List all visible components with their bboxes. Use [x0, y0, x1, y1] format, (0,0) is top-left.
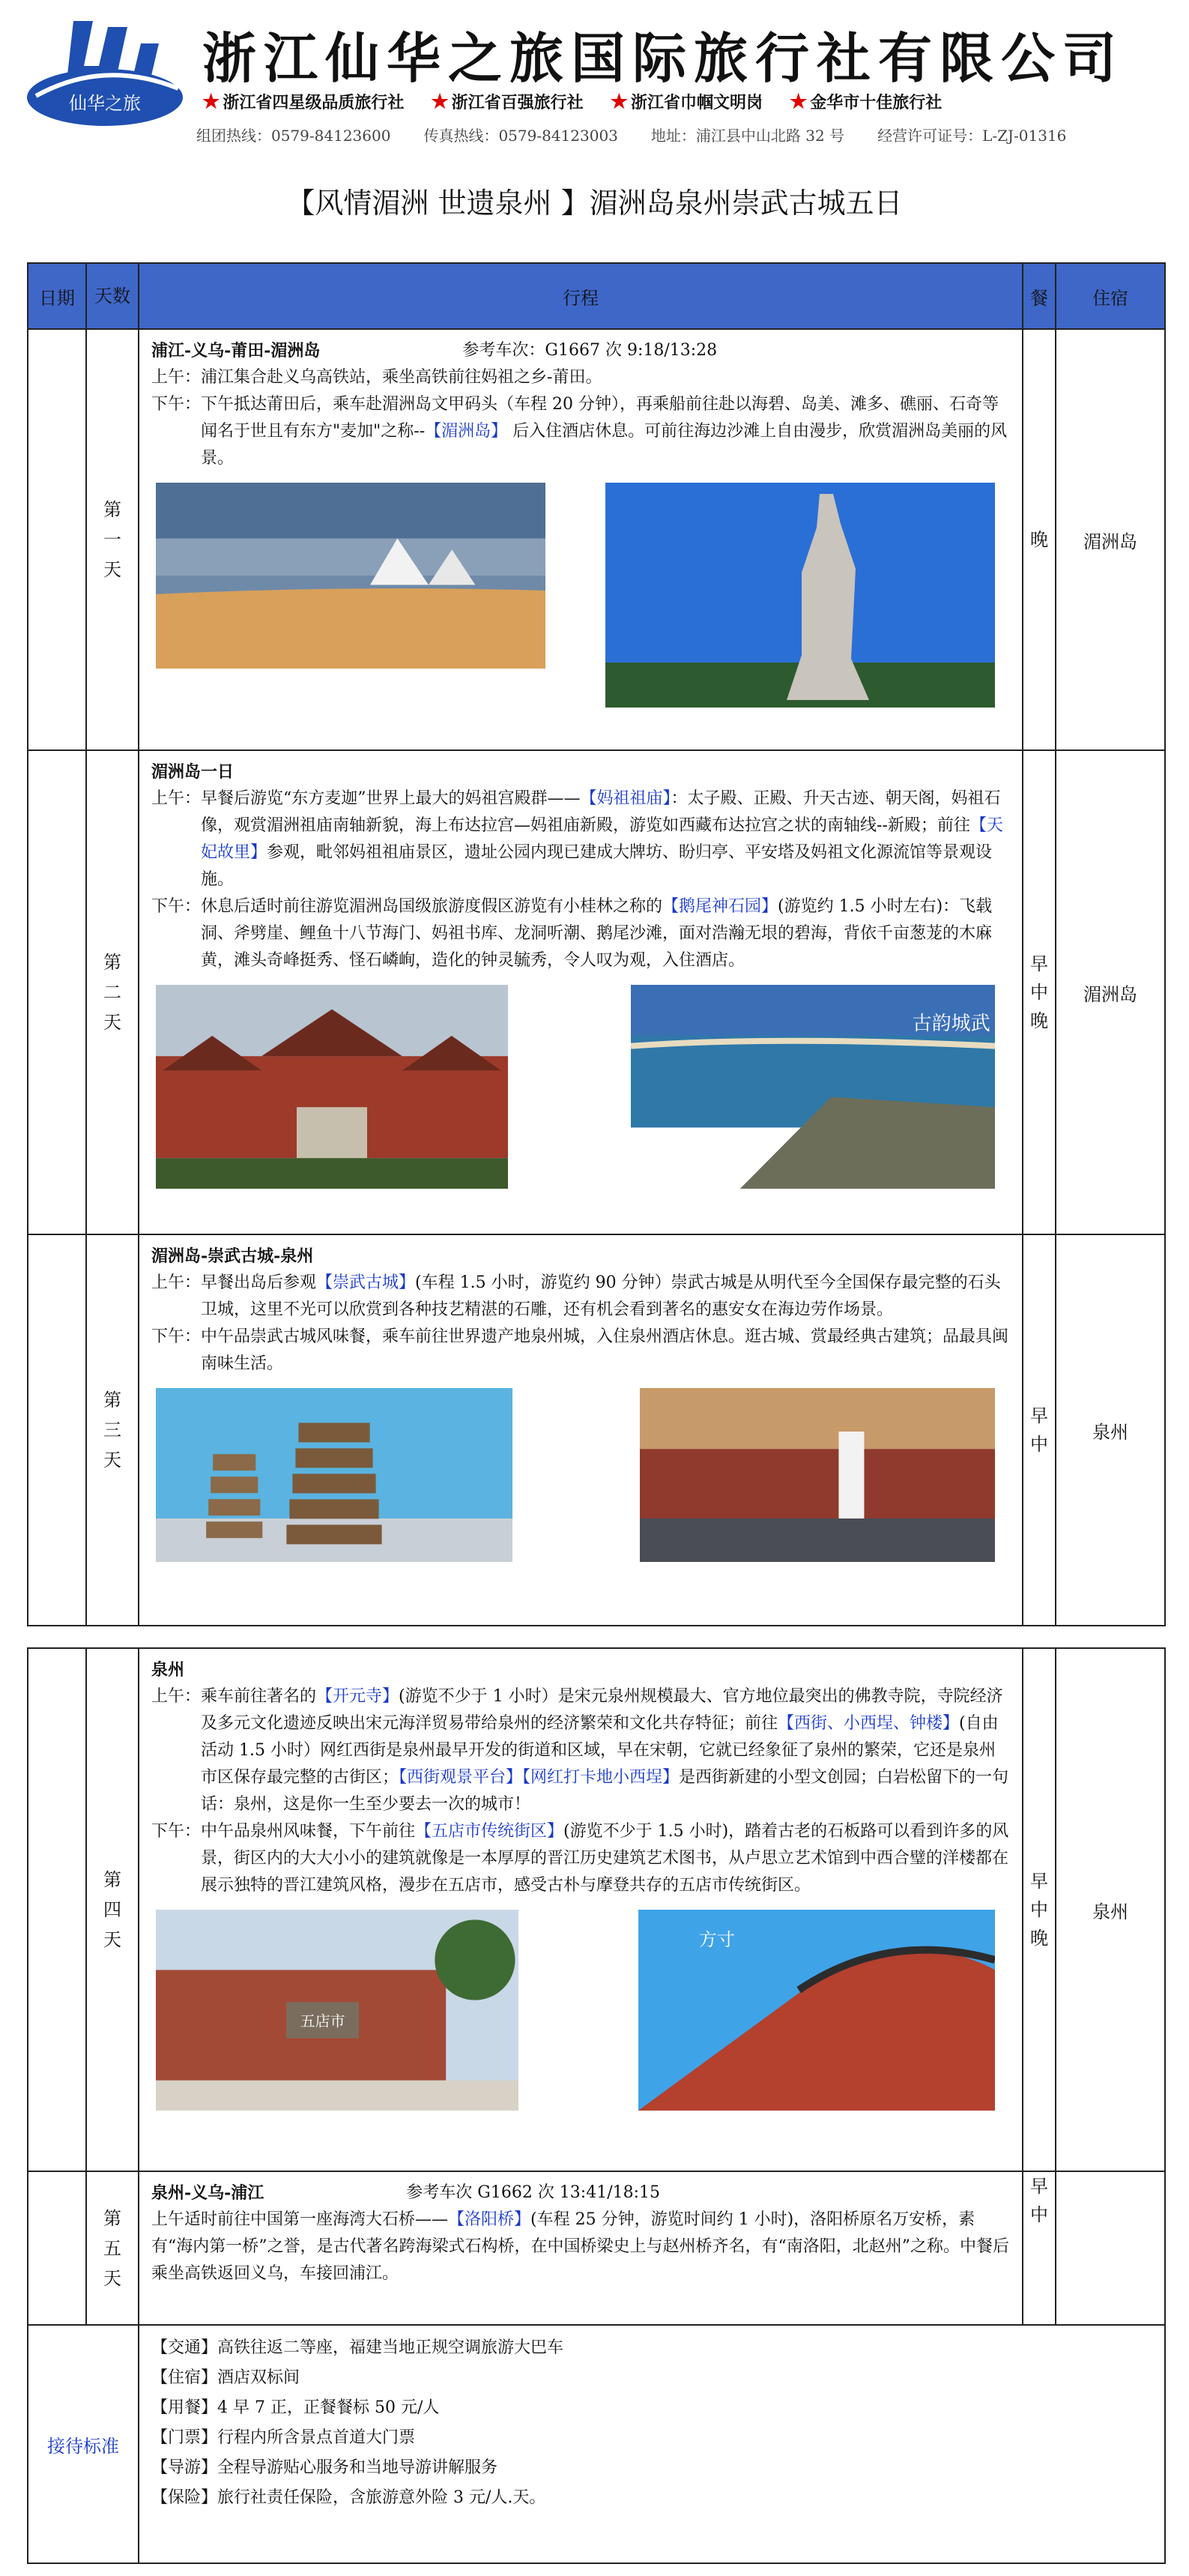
plan-paragraph — [151, 1324, 1010, 1378]
pagoda-photo — [156, 1388, 512, 1562]
standards-label: 接待标准 — [28, 2325, 139, 2563]
trip-title: 【风情湄洲 世遗泉州 】湄洲岛泉州崇武古城五日 — [286, 187, 903, 220]
plan-cell — [139, 1648, 1023, 2171]
plan-text — [201, 391, 1010, 472]
plan-paragraph — [151, 364, 1010, 391]
period-label: 上午： — [151, 789, 202, 808]
route-line — [151, 1656, 1010, 1683]
street-photo — [640, 1388, 995, 1562]
plan-cell — [139, 750, 1023, 1234]
text-segment: (游览约 1.5 小时左右)：飞载洞、斧劈崖、鲤鱼十八节海门、妈祖书库、龙洞听潮、鹅尾沙滩，面对浩瀚无垠的碧海，背依千亩葱茏的木麻黄，滩头奇峰挺秀、怪石嶙峋，造化的钟灵毓秀，令人叹为观，入住酒店。 — [201, 897, 993, 970]
day-label-char: 一 — [103, 529, 121, 550]
honor-item: ★ 浙江省四星级品质旅行社 — [202, 91, 405, 113]
meal-cell — [1023, 2171, 1056, 2325]
text-segment: ：太子殿、正殿、升天古迹、朝天阁，妈祖石像，观赏湄洲祖庙南轴新貌，海上布达拉宫—妈祖庙新殿，游览如西藏布达拉宫之状的南轴线--新殿；前往 — [201, 789, 1001, 835]
plan-paragraph — [151, 1683, 1010, 1818]
attraction-name: 【鹅尾神石园】 — [662, 897, 778, 916]
day-row — [28, 2171, 1165, 2325]
meal-cell — [1023, 750, 1056, 1234]
standards-list — [139, 2325, 1165, 2563]
header-stay: 住宿 — [1056, 263, 1165, 329]
meal-item: 中 — [1030, 982, 1048, 1003]
day-label-cell — [86, 2171, 139, 2325]
day-label-cell — [86, 329, 139, 750]
header-days: 天数 — [86, 263, 139, 329]
meal-item: 晚 — [1030, 1010, 1048, 1031]
day-label-char: 第 — [103, 499, 121, 520]
plan-text — [201, 1324, 1010, 1378]
plan-paragraph — [151, 1818, 1010, 1899]
photo-frame — [156, 483, 545, 717]
star-icon: ★ — [202, 91, 220, 113]
stay-cell: 湄洲岛 — [1056, 750, 1165, 1234]
stay-cell: 泉州 — [1056, 1648, 1165, 2171]
photo-row — [151, 483, 1010, 717]
plan-cell — [139, 2171, 1023, 2325]
day-label-char: 天 — [103, 559, 121, 580]
meal-cell — [1023, 1648, 1056, 2171]
plan-paragraph — [151, 893, 1010, 974]
date-cell — [28, 1234, 86, 1626]
contact-item: 地址：浦江县中山北路 32 号 — [650, 127, 845, 145]
train-info: 参考车次 G1662 次 13:41/18:15 — [406, 2183, 661, 2202]
photo-frame — [156, 1910, 518, 2120]
meal-item: 晚 — [1030, 529, 1048, 550]
star-icon: ★ — [789, 91, 808, 113]
date-cell — [28, 750, 86, 1234]
contact-item: 组团热线：0579-84123600 — [196, 127, 391, 145]
photo-row — [151, 1910, 1010, 2120]
day-label-char: 第 — [103, 1869, 121, 1890]
day-row — [28, 1234, 1165, 1626]
day-label-char: 天 — [103, 1450, 121, 1471]
period-label: 下午： — [151, 1327, 202, 1346]
logo-text: 仙华之旅 — [69, 93, 141, 114]
photo-row — [151, 1388, 1010, 1571]
photo-row — [151, 985, 1010, 1198]
route-name: 湄洲岛一日 — [151, 762, 235, 782]
text-segment: (自由活动 1.5 小时）网红西街是泉州最早开发的街道和区域，早在宋朝，它就已经象征了泉州的繁荣，它还是泉州市区保存最完整的古街区； — [201, 1714, 999, 1787]
photo-frame — [156, 985, 508, 1198]
route-line — [151, 2180, 1010, 2207]
attraction-name: 【崇武古城】 — [316, 1273, 416, 1292]
plan-text — [201, 1683, 1010, 1818]
date-cell — [28, 1648, 86, 2171]
day-label-cell — [86, 1648, 139, 2171]
header-plan: 行程 — [139, 263, 1023, 329]
attraction-name: 【洛阳桥】 — [448, 2210, 531, 2229]
period-label: 上午： — [151, 1687, 202, 1706]
text-segment: (车程 25 分钟，游览时间约 1 小时)，洛阳桥原名万安桥，素有“海内第一桥”之誉，是古代著名跨海梁式石构桥，在中国桥梁史上与赵州桥齐名，有“南洛阳，北赵州”之称。中餐后乘坐高铁返回义乌，车接回浦江。 — [151, 2210, 1009, 2283]
route-name: 浦江-义乌-莆田-湄洲岛 — [151, 341, 321, 361]
company-logo — [21, 13, 186, 133]
photo-caption: 方寸 — [698, 1929, 735, 1951]
standard-item: 【交通】高铁往返二等座，福建当地正规空调旅游大巴车 — [151, 2338, 564, 2357]
text-segment: 浦江集合赴义乌高铁站，乘坐高铁前往妈祖之乡-莆田。 — [201, 368, 602, 387]
wall-photo — [156, 1910, 518, 2111]
meal-item: 早 — [1030, 2176, 1048, 2197]
attraction-name: 【西街、小西埕、钟楼】 — [778, 1714, 960, 1733]
date-cell — [28, 329, 86, 750]
standard-item: 【导游】全程导游贴心服务和当地导游讲解服务 — [151, 2458, 498, 2477]
page-gap-row — [28, 1626, 1165, 1648]
meal-item: 中 — [1030, 1434, 1048, 1455]
honor-item: ★ 浙江省百强旅行社 — [431, 91, 584, 113]
meal-item: 中 — [1030, 1899, 1048, 1920]
date-cell — [28, 2171, 86, 2325]
day-label-char: 五 — [103, 2237, 121, 2259]
day-label-char: 三 — [103, 1420, 121, 1441]
stay-cell: 湄洲岛 — [1056, 329, 1165, 750]
text-segment: 中午品泉州风味餐，下午前往 — [201, 1822, 416, 1841]
itinerary-table — [27, 262, 1166, 2564]
text-segment: (游览不少于 1.5 小时)，踏着古老的石板路可以看到许多的风景，街区内的大大小小的建筑就像是一本厚厚的晋江历史建筑艺术图书，从卢思立艺术馆到中西合璧的洋楼都在展示独特的晋江建筑风格，漫步在五店市，感受古朴与摩登共存的五店市传统街区。 — [201, 1822, 1009, 1895]
star-icon: ★ — [610, 91, 628, 113]
period-label: 上午： — [151, 368, 202, 387]
standard-item: 【用餐】4 早 7 正，正餐餐标 50 元/人 — [151, 2398, 440, 2417]
text-segment: 上午适时前往中国第一座海湾大石桥—— — [151, 2210, 449, 2229]
photo-caption: 五店市 — [300, 2012, 345, 2030]
text-segment: 下午抵达莆田后，乘车赴湄洲岛文甲码头（车程 20 分钟），再乘船前往赴以海碧、岛美、滩多、礁丽、石奇等闻名于世且有东方"麦加"之称-- — [201, 395, 999, 441]
standards-row — [28, 2325, 1165, 2563]
text-segment: 休息后适时前往游览湄洲岛国级旅游度假区游览有小桂林之称的 — [201, 897, 663, 916]
photo-frame — [631, 985, 995, 1198]
meal-cell — [1023, 1234, 1056, 1626]
honor-item: ★ 浙江省巾帼文明岗 — [610, 91, 763, 113]
plan-text — [201, 1270, 1010, 1324]
plan-text — [201, 1818, 1010, 1899]
photo-caption: 古韵城武 — [912, 1012, 990, 1035]
text-segment: (游览不少于 1 小时）是宋元泉州规模最大、官方地位最突出的佛教寺院，寺院经济及多元文化遗迹反映出宋元海洋贸易带给泉州的经济繁荣和文化共存特征；前往 — [201, 1687, 1003, 1733]
temple-photo — [156, 985, 508, 1189]
plan-text — [201, 893, 1010, 974]
meal-item: 早 — [1030, 1871, 1048, 1892]
roof-photo — [638, 1910, 995, 2111]
standard-item: 【门票】行程内所含景点首道大门票 — [151, 2428, 416, 2447]
attraction-name: 【西街观景平台】【网红打卡地小西埕】 — [399, 1768, 680, 1787]
day-label-cell — [86, 750, 139, 1234]
table-header-row — [28, 263, 1165, 329]
attraction-name: 【五店市传统街区】 — [415, 1822, 564, 1841]
text-segment: 早餐出岛后参观 — [201, 1273, 317, 1292]
plan-paragraph — [151, 1270, 1010, 1324]
company-name: 浙江仙华之旅国际旅行社有限公司 — [202, 26, 1125, 90]
plan-cell — [139, 1234, 1023, 1626]
attraction-name: 【湄洲岛】 — [425, 422, 508, 441]
plan-cell — [139, 329, 1023, 750]
day-label-char: 第 — [103, 1390, 121, 1411]
plan-text — [151, 2207, 1010, 2287]
day-label-char: 天 — [103, 1012, 121, 1033]
route-line — [151, 758, 1010, 785]
day-label-char: 第 — [103, 952, 121, 973]
honors-row — [202, 90, 942, 113]
letterhead — [0, 0, 1189, 161]
plan-paragraph — [151, 391, 1010, 472]
photo-frame — [156, 1388, 512, 1571]
day-label-char: 四 — [103, 1899, 121, 1920]
text-segment: 中午品崇武古城风味餐，乘车前往世界遗产地泉州城，入住泉州酒店休息。逛古城、赏最经典古建筑；品最具闽南味生活。 — [201, 1327, 1009, 1373]
honor-item: ★ 金华市十佳旅行社 — [789, 91, 943, 113]
stay-cell — [1056, 2171, 1165, 2325]
day-label-char: 第 — [103, 2207, 121, 2229]
day-row — [28, 1648, 1165, 2171]
header-meal: 餐 — [1023, 263, 1056, 329]
contact-row — [196, 124, 1066, 145]
plan-text — [201, 785, 1010, 893]
text-segment: (车程 1.5 小时，游览约 90 分钟）崇武古城是从明代至今全国保存最完整的石头卫城，这里不光可以欣赏到各种技艺精湛的石雕，还有机会看到著名的惠安女在海边劳作场景。 — [201, 1273, 1001, 1319]
star-icon: ★ — [431, 91, 449, 113]
photo-frame — [640, 1388, 995, 1571]
period-label: 下午： — [151, 395, 202, 414]
beach-photo — [156, 483, 545, 669]
train-info: 参考车次：G1667 次 9:18/13:28 — [462, 341, 718, 360]
day-label-cell — [86, 1234, 139, 1626]
meal-item: 中 — [1030, 2204, 1048, 2225]
contact-item: 传真热线：0579-84123003 — [423, 127, 618, 145]
period-label: 下午： — [151, 897, 202, 916]
meal-cell — [1023, 329, 1056, 750]
plan-paragraph — [151, 2207, 1010, 2287]
text-segment: 早餐后游览“东方麦迦”世界上最大的妈祖宫殿群—— — [201, 789, 581, 808]
statue-photo — [605, 483, 995, 708]
standard-item: 【住宿】酒店双标间 — [151, 2368, 300, 2387]
day-row — [28, 329, 1165, 750]
attraction-name: 【开元寺】 — [316, 1687, 399, 1706]
text-segment: 是西街新建的小型文创园；白岩松留下的一句话：泉州，这是你一生至少要去一次的城市！ — [201, 1768, 1009, 1814]
day-label-char: 天 — [103, 2267, 121, 2289]
period-label: 上午： — [151, 1273, 202, 1292]
plan-text — [201, 364, 1010, 391]
period-label: 下午： — [151, 1822, 202, 1841]
route-name: 泉州 — [151, 1660, 185, 1680]
attraction-name: 【妈祖祖庙】 — [580, 789, 671, 808]
text-segment: 参观，毗邻妈祖祖庙景区，遗址公园内现已建成大牌坊、盼归亭、平安塔及妈祖文化源流馆等景观设施。 — [201, 843, 993, 889]
route-name: 湄洲岛-崇武古城-泉州 — [151, 1246, 314, 1266]
day-label-char: 二 — [103, 982, 121, 1003]
plan-paragraph — [151, 785, 1010, 893]
header-date: 日期 — [28, 263, 86, 329]
coast-photo — [631, 985, 995, 1189]
meal-item: 早 — [1030, 1405, 1048, 1426]
route-name: 泉州-义乌-浦江 — [151, 2183, 264, 2203]
standard-item: 【保险】旅行社责任保险，含旅游意外险 3 元/人.天。 — [151, 2488, 546, 2507]
day-label-char: 天 — [103, 1929, 121, 1950]
text-segment: 乘车前往著名的 — [201, 1687, 317, 1706]
day-row — [28, 750, 1165, 1234]
meal-item: 早 — [1030, 953, 1048, 974]
route-line — [151, 337, 1010, 364]
stay-cell: 泉州 — [1056, 1234, 1165, 1626]
page-gap — [28, 1626, 1165, 1648]
photo-frame — [638, 1910, 995, 2120]
contact-item: 经营许可证号：L-ZJ-01316 — [877, 127, 1067, 145]
photo-frame — [605, 483, 995, 717]
attraction-name: 【天妃故里】 — [201, 816, 1003, 862]
meal-item: 晚 — [1030, 1928, 1048, 1949]
text-segment: 后入住酒店休息。可前往海边沙滩上自由漫步，欣赏湄洲岛美丽的风景。 — [201, 422, 1008, 468]
route-line — [151, 1243, 1010, 1270]
